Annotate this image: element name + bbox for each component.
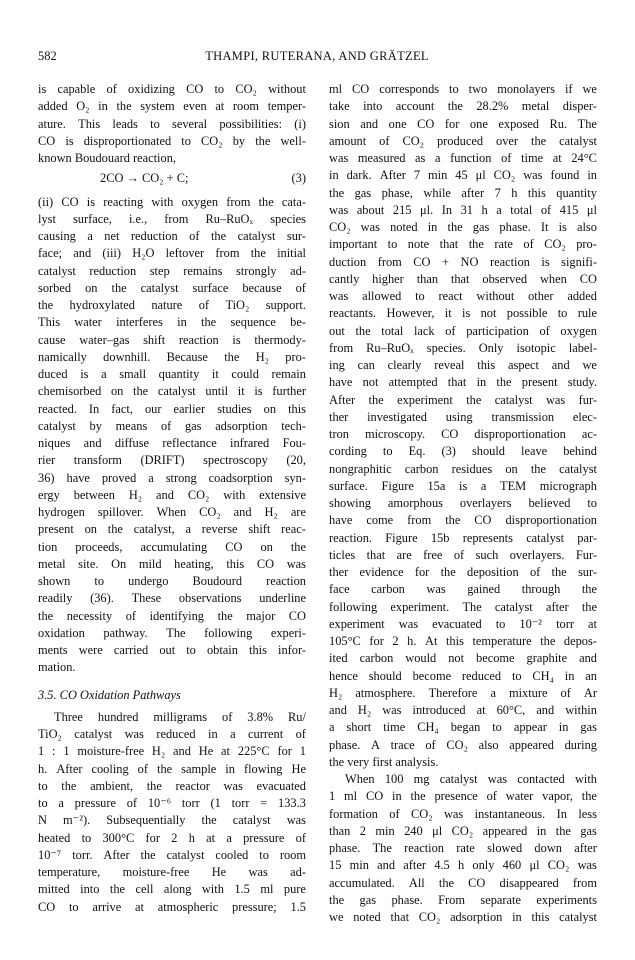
text-line: sorbed on the catalyst surface because of: [38, 280, 306, 295]
text-line: reactants. However, it is not possible to rule: [329, 306, 597, 321]
text-line: hence should become reduced to CH₄ in an: [329, 668, 597, 683]
text-line: mation.: [38, 660, 76, 675]
text-line: ergy between H₂ and CO₂ with extensive: [38, 487, 306, 502]
equation: 2CO → CO₂ + C;: [100, 171, 189, 186]
text-line: the very first analysis.: [329, 754, 439, 769]
text-line: we noted that CO₂ adsorption in this catalyst: [329, 910, 597, 924]
text-line: a short time CH₄ began to appear in gas: [329, 720, 597, 735]
text-line: is capable of oxidizing CO to CO₂ without: [38, 82, 306, 96]
text-line: 15 min and after 4.5 h only 460 μl CO₂ was: [329, 858, 597, 873]
text-line: CO₂ was noted in the gas phase. It is also: [329, 220, 597, 234]
text-line: following experiment. The catalyst after the: [329, 599, 597, 614]
text-line: reacted. In fact, our earlier studies on this: [38, 401, 306, 416]
equation-line: [38, 170, 306, 187]
text-line: have not attempted that in the present study.: [329, 375, 597, 390]
text-line: ments were carried out to obtain this infor-: [38, 643, 306, 657]
running-head: THAMPI, RUTERANA, AND GRÄTZEL: [205, 49, 429, 63]
section-heading: 3.5. CO Oxidation Pathways: [38, 687, 181, 702]
text-line: showing amorphous overlayers believed to: [329, 496, 597, 510]
text-line: 10⁻⁷ torr. After the catalyst cooled to room: [38, 847, 306, 862]
text-line: temperature, moisture-free He was ad-: [38, 865, 306, 879]
text-line: 1 : 1 moisture-free H₂ and He at 225°C for 1: [38, 744, 306, 759]
text-line: was measured as a function of time at 24°C: [329, 151, 597, 165]
text-line: in dark. After 7 min 45 μl CO₂ was found in: [329, 168, 597, 183]
text-line: duced is a small quantity it could remain: [38, 367, 306, 381]
text-line: tron microscopy. CO disproportionation ac-: [329, 427, 597, 441]
text-line: lyst surface, i.e., from Ru–RuOₓ species: [38, 211, 306, 226]
text-line: CO is disproportionated to CO₂ by the well-: [38, 133, 306, 148]
text-line: added O₂ in the system even at room temper-: [38, 99, 306, 114]
text-line: readily (36). These observations underline: [38, 591, 306, 606]
text-line: experiment was evacuated to 10⁻² torr at: [329, 616, 597, 631]
text-line: causing a net reduction of the catalyst sur-: [38, 229, 306, 243]
text-line: rier transform (DRIFT) spectroscopy (20,: [38, 453, 306, 468]
text-line: was about 215 μl. In 31 h a total of 415 μl: [329, 202, 597, 217]
text-line: face; and (iii) H₂O leftover from the initial: [38, 246, 306, 261]
text-line: ticles that are free of such overlayers. Fur-: [329, 547, 597, 562]
equation-number: (3): [291, 171, 306, 186]
text-line: CO to arrive at atmospheric pressure; 1.5: [38, 899, 306, 914]
text-line: ature. This leads to several possibilities: (i): [38, 116, 306, 131]
text-line: mitted into the cell along with 1.5 ml pure: [38, 882, 306, 897]
text-line: formation of CO₂ was instantaneous. In less: [329, 806, 597, 821]
text-line: This water interferes in the sequence be-: [38, 315, 306, 330]
text-line: niques and diffuse reflectance infrared Fou-: [38, 436, 306, 450]
text-line: tion proceeds, accumulating CO on the: [38, 539, 306, 554]
text-line: Three hundred milligrams of 3.8% Ru/: [54, 709, 306, 724]
text-line: sion and one CO for one exposed Ru. The: [329, 116, 597, 131]
page-header: [38, 49, 596, 69]
text-line: take into account the 28.2% metal disper-: [329, 99, 597, 114]
page-number: 582: [38, 49, 57, 63]
text-line: 36) have proved a strong coadsorption syn-: [38, 470, 306, 485]
text-line: ther evidence for the deposition of the sur-: [329, 565, 597, 579]
text-line: the necessity of identifying the major CO: [38, 608, 306, 623]
text-line: hydrogen spillover. When CO₂ and H₂ are: [38, 505, 306, 519]
text-line: oxidation pathway. The following experi-: [38, 625, 306, 640]
text-line: h. After cooling of the sample in flowing He: [38, 761, 306, 776]
text-line: N m⁻²). Subsequentially the catalyst was: [38, 813, 306, 828]
text-line: reaction. Figure 15b represents catalyst par-: [329, 530, 597, 545]
text-line: than 2 min 240 μl CO₂ appeared in the gas: [329, 823, 597, 838]
text-line: (ii) CO is reacting with oxygen from the cata-: [38, 194, 306, 209]
text-line: surface. Figure 15a is a TEM micrograph: [329, 478, 597, 493]
text-line: ited carbon would not become graphite and: [329, 651, 597, 666]
text-line: metal site. On mild heating, this CO was: [38, 556, 306, 571]
text-line: chemisorbed on the catalyst until it is further: [38, 384, 306, 399]
text-line: duction from CO + NO reaction is signifi-: [329, 254, 597, 269]
text-line: accumulated. All the CO disappeared from: [329, 875, 597, 890]
text-line: heated to 300°C for 2 h at a pressure of: [38, 830, 306, 845]
text-line: namically downhill. Because the H₂ pro-: [38, 349, 306, 364]
text-line: to the ambient, the reactor was evacuated: [38, 778, 306, 793]
text-line: cause water–gas shift reaction is thermody-: [38, 332, 306, 347]
text-line: catalyst by means of gas adsorption tech-: [38, 418, 306, 433]
text-line: TiO₂ catalyst was reduced in a current of: [38, 727, 306, 741]
text-line: from Ru–RuOₓ species. Only isotopic label-: [329, 340, 597, 355]
text-line: was allowed to react without other added: [329, 289, 597, 303]
text-line: 1 ml CO in the presence of water vapor, the: [329, 789, 597, 804]
text-line: known Boudouard reaction,: [38, 151, 176, 165]
text-line: and H₂ was introduced at 60°C, and within: [329, 703, 597, 717]
text-line: the gas phase, while after 7 h this quantity: [329, 185, 597, 200]
text-line: to a pressure of 10⁻⁶ torr (1 torr = 133.3: [38, 796, 306, 810]
text-line: H₂ atmosphere. Therefore a mixture of Ar: [329, 685, 597, 700]
text-line: When 100 mg catalyst was contacted with: [345, 772, 597, 786]
left-column: [38, 81, 306, 916]
text-line: phase. A trace of CO₂ also appeared during: [329, 737, 597, 752]
text-line: phase. The reaction rate slowed down after: [329, 841, 597, 855]
text-line: face carbon was gained through the: [329, 582, 597, 597]
text-line: important to note that the rate of CO₂ pro-: [329, 237, 597, 252]
right-column: [329, 81, 597, 926]
text-line: shown to undergo Boudourd reaction: [38, 574, 306, 588]
text-line: cantly higher than that observed when CO: [329, 271, 597, 286]
text-line: out the total lack of participation of oxygen: [329, 323, 597, 338]
text-line: ml CO corresponds to two monolayers if we: [329, 82, 597, 96]
text-line: catalyst reduction step remains strongly ad-: [38, 263, 306, 278]
text-line: present on the catalyst, a reverse shift reac-: [38, 522, 306, 537]
text-line: ing can clearly reveal this aspect and we: [329, 358, 597, 372]
text-line: amount of CO₂ produced over the catalyst: [329, 133, 597, 148]
text-line: the gas phase. From separate experiments: [329, 892, 597, 907]
text-line: After the experiment the catalyst was fur-: [329, 392, 597, 407]
text-line: nongraphitic carbon residues on the catalyst: [329, 461, 597, 476]
text-line: cording to Eq. (3) should leave behind: [329, 444, 597, 459]
text-line: the hydroxylated nature of TiO₂ support.: [38, 298, 306, 312]
text-line: ther investigated using transmission elec-: [329, 409, 597, 424]
text-line: have come from the CO disproportionation: [329, 513, 597, 528]
text-line: 105°C for 2 h. At this temperature the depos-: [329, 634, 597, 648]
